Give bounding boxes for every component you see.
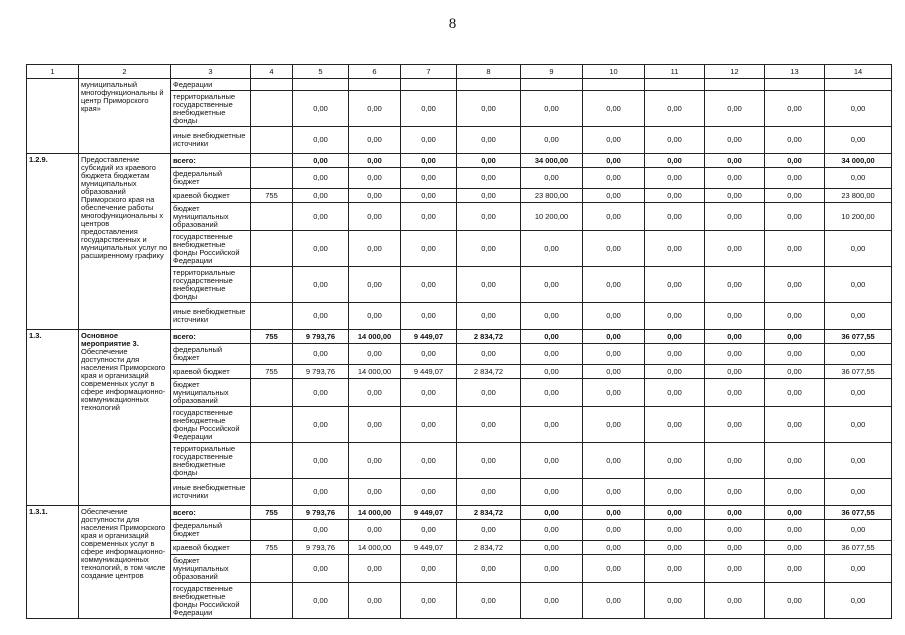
amount-cell: 0,00 <box>765 303 825 330</box>
amount-cell: 0,00 <box>645 555 705 583</box>
amount-cell: 0,00 <box>645 203 705 231</box>
amount-cell: 0,00 <box>645 344 705 365</box>
amount-cell: 0,00 <box>583 379 645 407</box>
amount-cell: 0,00 <box>765 520 825 541</box>
amount-cell: 0,00 <box>825 583 892 619</box>
amount-cell: 0,00 <box>401 344 457 365</box>
amount-cell: 0,00 <box>521 520 583 541</box>
amount-cell: 0,00 <box>825 344 892 365</box>
amount-cell: 23 800,00 <box>521 189 583 203</box>
column-number: 13 <box>765 65 825 79</box>
budget-code <box>251 583 293 619</box>
funding-source: бюджет муниципальных образований <box>171 379 251 407</box>
item-code <box>27 79 79 154</box>
amount-cell: 0,00 <box>521 168 583 189</box>
column-number: 6 <box>349 65 401 79</box>
amount-cell: 0,00 <box>645 231 705 267</box>
amount-cell: 0,00 <box>293 168 349 189</box>
table-row <box>27 330 892 344</box>
amount-cell: 0,00 <box>705 127 765 154</box>
amount-cell: 0,00 <box>705 541 765 555</box>
column-number: 8 <box>457 65 521 79</box>
amount-cell <box>401 79 457 91</box>
table-row <box>27 79 892 91</box>
amount-cell: 0,00 <box>583 91 645 127</box>
amount-cell: 0,00 <box>825 91 892 127</box>
amount-cell: 0,00 <box>293 379 349 407</box>
amount-cell: 0,00 <box>705 407 765 443</box>
amount-cell: 14 000,00 <box>349 541 401 555</box>
amount-cell: 14 000,00 <box>349 365 401 379</box>
column-number: 3 <box>171 65 251 79</box>
amount-cell: 0,00 <box>401 407 457 443</box>
amount-cell: 0,00 <box>349 267 401 303</box>
amount-cell: 0,00 <box>705 154 765 168</box>
amount-cell: 0,00 <box>349 303 401 330</box>
amount-cell: 0,00 <box>293 231 349 267</box>
amount-cell: 0,00 <box>645 379 705 407</box>
item-description-text: Предоставление субсидий из краевого бюджета бюджетам муниципальных образований Приморского края на обеспечение работы многофункциональны х центров предоставления государственных и муниципальных услуг по расширенному графику <box>81 155 168 260</box>
budget-code: 755 <box>251 189 293 203</box>
amount-cell: 0,00 <box>765 541 825 555</box>
amount-cell: 0,00 <box>457 555 521 583</box>
amount-cell: 0,00 <box>521 541 583 555</box>
amount-cell <box>349 79 401 91</box>
item-code: 1.2.9. <box>27 154 79 330</box>
amount-cell: 0,00 <box>705 189 765 203</box>
amount-cell: 0,00 <box>583 127 645 154</box>
amount-cell: 0,00 <box>457 379 521 407</box>
amount-cell: 0,00 <box>401 555 457 583</box>
amount-cell: 0,00 <box>349 555 401 583</box>
amount-cell: 0,00 <box>583 267 645 303</box>
amount-cell: 9 793,76 <box>293 330 349 344</box>
item-description <box>79 330 171 506</box>
amount-cell: 0,00 <box>349 168 401 189</box>
funding-source: иные внебюджетные источники <box>171 479 251 506</box>
amount-cell <box>457 79 521 91</box>
amount-cell: 34 000,00 <box>825 154 892 168</box>
amount-cell: 0,00 <box>401 303 457 330</box>
budget-code <box>251 479 293 506</box>
amount-cell: 0,00 <box>349 344 401 365</box>
amount-cell: 2 834,72 <box>457 365 521 379</box>
amount-cell: 0,00 <box>457 443 521 479</box>
budget-code <box>251 168 293 189</box>
amount-cell: 0,00 <box>583 154 645 168</box>
column-number: 11 <box>645 65 705 79</box>
amount-cell: 2 834,72 <box>457 506 521 520</box>
amount-cell: 0,00 <box>293 91 349 127</box>
amount-cell: 0,00 <box>349 231 401 267</box>
amount-cell: 0,00 <box>583 231 645 267</box>
amount-cell: 0,00 <box>765 203 825 231</box>
funding-source: федеральный бюджет <box>171 520 251 541</box>
amount-cell: 0,00 <box>457 303 521 330</box>
amount-cell: 0,00 <box>765 479 825 506</box>
column-number: 14 <box>825 65 892 79</box>
amount-cell: 36 077,55 <box>825 330 892 344</box>
column-number-row <box>27 65 892 79</box>
amount-cell: 0,00 <box>645 479 705 506</box>
item-description <box>79 79 171 154</box>
amount-cell: 0,00 <box>825 555 892 583</box>
amount-cell: 0,00 <box>521 407 583 443</box>
amount-cell: 0,00 <box>583 365 645 379</box>
amount-cell: 0,00 <box>705 203 765 231</box>
funding-source: Федерации <box>171 79 251 91</box>
amount-cell: 0,00 <box>401 520 457 541</box>
amount-cell: 0,00 <box>293 267 349 303</box>
amount-cell: 14 000,00 <box>349 330 401 344</box>
budget-code <box>251 443 293 479</box>
amount-cell: 0,00 <box>765 379 825 407</box>
amount-cell: 10 200,00 <box>825 203 892 231</box>
funding-source: территориальные государственные внебюджетные фонды <box>171 91 251 127</box>
amount-cell: 0,00 <box>521 506 583 520</box>
amount-cell: 0,00 <box>583 330 645 344</box>
amount-cell: 0,00 <box>825 407 892 443</box>
item-title: Основное мероприятие 3. <box>81 331 139 348</box>
column-number: 12 <box>705 65 765 79</box>
amount-cell: 0,00 <box>583 407 645 443</box>
amount-cell: 0,00 <box>349 379 401 407</box>
budget-code <box>251 555 293 583</box>
amount-cell: 23 800,00 <box>825 189 892 203</box>
amount-cell: 0,00 <box>583 506 645 520</box>
amount-cell: 0,00 <box>705 231 765 267</box>
amount-cell: 0,00 <box>705 168 765 189</box>
amount-cell: 0,00 <box>645 407 705 443</box>
budget-code <box>251 79 293 91</box>
amount-cell: 9 793,76 <box>293 541 349 555</box>
amount-cell: 9 449,07 <box>401 330 457 344</box>
amount-cell: 0,00 <box>349 127 401 154</box>
amount-cell: 0,00 <box>705 303 765 330</box>
amount-cell: 0,00 <box>825 479 892 506</box>
amount-cell: 0,00 <box>293 344 349 365</box>
amount-cell: 0,00 <box>583 203 645 231</box>
amount-cell: 0,00 <box>705 583 765 619</box>
amount-cell: 0,00 <box>401 479 457 506</box>
amount-cell: 0,00 <box>583 555 645 583</box>
funding-source: государственные внебюджетные фонды Российской Федерации <box>171 231 251 267</box>
amount-cell: 0,00 <box>765 91 825 127</box>
budget-code <box>251 91 293 127</box>
amount-cell: 36 077,55 <box>825 506 892 520</box>
funding-source: иные внебюджетные источники <box>171 303 251 330</box>
amount-cell: 0,00 <box>705 344 765 365</box>
amount-cell: 0,00 <box>349 154 401 168</box>
amount-cell: 0,00 <box>645 330 705 344</box>
funding-source: всего: <box>171 154 251 168</box>
amount-cell: 0,00 <box>521 303 583 330</box>
amount-cell: 0,00 <box>349 189 401 203</box>
item-description-text: Обеспечение доступности для населения Приморского края и организаций современных услуг в сфере информационно-коммуникационных технологий <box>81 347 166 412</box>
amount-cell: 0,00 <box>705 479 765 506</box>
budget-code <box>251 231 293 267</box>
amount-cell: 0,00 <box>583 303 645 330</box>
amount-cell: 0,00 <box>645 154 705 168</box>
funding-source: краевой бюджет <box>171 541 251 555</box>
amount-cell: 0,00 <box>349 479 401 506</box>
budget-code <box>251 520 293 541</box>
budget-code: 755 <box>251 365 293 379</box>
amount-cell: 0,00 <box>521 231 583 267</box>
amount-cell: 0,00 <box>645 520 705 541</box>
budget-code <box>251 203 293 231</box>
funding-source: всего: <box>171 330 251 344</box>
amount-cell: 0,00 <box>521 127 583 154</box>
amount-cell: 0,00 <box>645 168 705 189</box>
amount-cell: 0,00 <box>705 506 765 520</box>
amount-cell: 0,00 <box>457 407 521 443</box>
amount-cell: 0,00 <box>583 344 645 365</box>
item-description-text: Обеспечение доступности для населения Приморского края и организаций современных услуг в сфере информационно-коммуникационных технологий, в том числе создание центров <box>81 507 166 580</box>
funding-source: государственные внебюджетные фонды Российской Федерации <box>171 407 251 443</box>
funding-source: федеральный бюджет <box>171 168 251 189</box>
budget-code <box>251 379 293 407</box>
amount-cell: 0,00 <box>705 267 765 303</box>
amount-cell: 0,00 <box>765 231 825 267</box>
amount-cell: 0,00 <box>765 168 825 189</box>
amount-cell: 0,00 <box>293 479 349 506</box>
amount-cell: 0,00 <box>583 541 645 555</box>
table-body <box>27 65 892 619</box>
amount-cell: 0,00 <box>645 541 705 555</box>
amount-cell: 0,00 <box>825 379 892 407</box>
amount-cell: 9 793,76 <box>293 365 349 379</box>
amount-cell: 0,00 <box>765 506 825 520</box>
amount-cell: 0,00 <box>293 443 349 479</box>
amount-cell: 0,00 <box>401 189 457 203</box>
amount-cell: 0,00 <box>293 555 349 583</box>
funding-source: всего: <box>171 506 251 520</box>
amount-cell: 0,00 <box>705 520 765 541</box>
amount-cell: 0,00 <box>825 231 892 267</box>
funding-source: государственные внебюджетные фонды Российской Федерации <box>171 583 251 619</box>
budget-code <box>251 407 293 443</box>
amount-cell: 0,00 <box>293 583 349 619</box>
amount-cell <box>583 79 645 91</box>
amount-cell: 0,00 <box>401 168 457 189</box>
column-number: 4 <box>251 65 293 79</box>
amount-cell: 0,00 <box>521 583 583 619</box>
amount-cell: 2 834,72 <box>457 541 521 555</box>
amount-cell: 0,00 <box>825 520 892 541</box>
amount-cell: 0,00 <box>457 267 521 303</box>
amount-cell: 0,00 <box>645 91 705 127</box>
amount-cell: 0,00 <box>457 520 521 541</box>
amount-cell: 0,00 <box>705 555 765 583</box>
amount-cell: 0,00 <box>457 583 521 619</box>
amount-cell: 0,00 <box>765 330 825 344</box>
amount-cell: 0,00 <box>645 365 705 379</box>
amount-cell: 0,00 <box>521 91 583 127</box>
amount-cell: 0,00 <box>293 127 349 154</box>
amount-cell: 0,00 <box>349 520 401 541</box>
column-number: 7 <box>401 65 457 79</box>
amount-cell: 0,00 <box>645 127 705 154</box>
amount-cell: 0,00 <box>645 303 705 330</box>
amount-cell: 0,00 <box>521 443 583 479</box>
item-code: 1.3. <box>27 330 79 506</box>
amount-cell: 0,00 <box>705 379 765 407</box>
column-number: 5 <box>293 65 349 79</box>
amount-cell: 9 449,07 <box>401 365 457 379</box>
budget-table <box>26 64 892 619</box>
amount-cell: 0,00 <box>401 267 457 303</box>
amount-cell: 0,00 <box>457 203 521 231</box>
amount-cell: 0,00 <box>645 583 705 619</box>
amount-cell: 0,00 <box>401 127 457 154</box>
amount-cell: 10 200,00 <box>521 203 583 231</box>
funding-source: бюджет муниципальных образований <box>171 555 251 583</box>
amount-cell <box>293 79 349 91</box>
amount-cell: 0,00 <box>825 127 892 154</box>
budget-code: 755 <box>251 506 293 520</box>
amount-cell: 0,00 <box>457 91 521 127</box>
amount-cell: 0,00 <box>457 168 521 189</box>
item-description <box>79 506 171 619</box>
amount-cell: 0,00 <box>765 443 825 479</box>
funding-source: краевой бюджет <box>171 365 251 379</box>
amount-cell: 0,00 <box>583 583 645 619</box>
amount-cell: 0,00 <box>825 443 892 479</box>
amount-cell: 0,00 <box>765 555 825 583</box>
amount-cell: 0,00 <box>825 168 892 189</box>
amount-cell: 0,00 <box>645 443 705 479</box>
amount-cell: 0,00 <box>645 267 705 303</box>
amount-cell: 36 077,55 <box>825 541 892 555</box>
amount-cell: 0,00 <box>521 479 583 506</box>
amount-cell: 14 000,00 <box>349 506 401 520</box>
amount-cell: 9 449,07 <box>401 541 457 555</box>
amount-cell: 0,00 <box>521 267 583 303</box>
amount-cell <box>645 79 705 91</box>
amount-cell: 0,00 <box>349 407 401 443</box>
amount-cell: 2 834,72 <box>457 330 521 344</box>
table-row <box>27 154 892 168</box>
amount-cell: 0,00 <box>293 154 349 168</box>
amount-cell: 0,00 <box>765 127 825 154</box>
amount-cell: 0,00 <box>349 443 401 479</box>
budget-code <box>251 127 293 154</box>
amount-cell: 0,00 <box>293 189 349 203</box>
amount-cell <box>825 79 892 91</box>
amount-cell: 0,00 <box>705 443 765 479</box>
amount-cell: 0,00 <box>765 154 825 168</box>
amount-cell: 0,00 <box>583 168 645 189</box>
amount-cell: 36 077,55 <box>825 365 892 379</box>
amount-cell: 9 793,76 <box>293 506 349 520</box>
funding-source: территориальные государственные внебюджетные фонды <box>171 443 251 479</box>
funding-source: бюджет муниципальных образований <box>171 203 251 231</box>
amount-cell: 0,00 <box>401 379 457 407</box>
amount-cell: 0,00 <box>583 479 645 506</box>
amount-cell: 0,00 <box>401 91 457 127</box>
table-row <box>27 506 892 520</box>
item-description-text: муниципальный многофункциональны й центр Приморского края» <box>81 80 164 113</box>
amount-cell: 0,00 <box>521 344 583 365</box>
amount-cell: 0,00 <box>457 154 521 168</box>
amount-cell: 0,00 <box>293 407 349 443</box>
amount-cell: 0,00 <box>293 303 349 330</box>
amount-cell: 0,00 <box>293 203 349 231</box>
item-description <box>79 154 171 330</box>
amount-cell: 0,00 <box>645 189 705 203</box>
amount-cell: 0,00 <box>349 203 401 231</box>
funding-source: краевой бюджет <box>171 189 251 203</box>
amount-cell: 0,00 <box>765 344 825 365</box>
amount-cell <box>765 79 825 91</box>
budget-code <box>251 303 293 330</box>
amount-cell: 0,00 <box>583 443 645 479</box>
amount-cell: 0,00 <box>521 365 583 379</box>
amount-cell: 0,00 <box>765 583 825 619</box>
page-number: 8 <box>448 16 457 32</box>
amount-cell: 0,00 <box>765 407 825 443</box>
amount-cell: 0,00 <box>765 365 825 379</box>
amount-cell <box>705 79 765 91</box>
budget-code: 755 <box>251 541 293 555</box>
budget-code <box>251 154 293 168</box>
amount-cell <box>521 79 583 91</box>
amount-cell: 0,00 <box>457 231 521 267</box>
amount-cell: 0,00 <box>765 267 825 303</box>
amount-cell: 0,00 <box>401 203 457 231</box>
budget-code <box>251 267 293 303</box>
amount-cell: 0,00 <box>457 479 521 506</box>
amount-cell: 0,00 <box>825 267 892 303</box>
budget-code: 755 <box>251 330 293 344</box>
column-number: 2 <box>79 65 171 79</box>
amount-cell: 0,00 <box>457 127 521 154</box>
amount-cell: 0,00 <box>457 344 521 365</box>
amount-cell: 0,00 <box>401 443 457 479</box>
amount-cell: 0,00 <box>349 583 401 619</box>
funding-source: иные внебюджетные источники <box>171 127 251 154</box>
amount-cell: 0,00 <box>521 555 583 583</box>
amount-cell: 0,00 <box>645 506 705 520</box>
amount-cell: 34 000,00 <box>521 154 583 168</box>
amount-cell: 0,00 <box>765 189 825 203</box>
column-number: 9 <box>521 65 583 79</box>
column-number: 10 <box>583 65 645 79</box>
amount-cell: 0,00 <box>457 189 521 203</box>
amount-cell: 0,00 <box>401 231 457 267</box>
amount-cell: 0,00 <box>583 189 645 203</box>
amount-cell: 9 449,07 <box>401 506 457 520</box>
funding-source: территориальные государственные внебюджетные фонды <box>171 267 251 303</box>
amount-cell: 0,00 <box>825 303 892 330</box>
funding-source: федеральный бюджет <box>171 344 251 365</box>
amount-cell: 0,00 <box>705 330 765 344</box>
amount-cell: 0,00 <box>705 365 765 379</box>
item-code: 1.3.1. <box>27 506 79 619</box>
amount-cell: 0,00 <box>705 91 765 127</box>
amount-cell: 0,00 <box>583 520 645 541</box>
amount-cell: 0,00 <box>401 583 457 619</box>
amount-cell: 0,00 <box>293 520 349 541</box>
amount-cell: 0,00 <box>521 379 583 407</box>
column-number: 1 <box>27 65 79 79</box>
budget-code <box>251 344 293 365</box>
amount-cell: 0,00 <box>349 91 401 127</box>
amount-cell: 0,00 <box>401 154 457 168</box>
amount-cell: 0,00 <box>521 330 583 344</box>
